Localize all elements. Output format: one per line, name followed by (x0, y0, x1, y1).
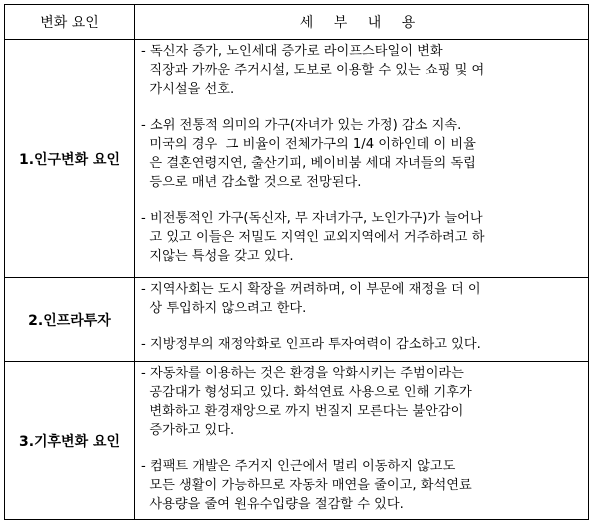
table-row (5, 40, 589, 278)
detail-cell (135, 278, 589, 362)
detail-item: - 컴팩트 개발은 주거지 인근에서 멀리 이동하지 않고도 모든 생활이 가능하므로 자동차 매연을 줄이고, 화석연료 사용량을 줄여 원유수입량을 절감할 수 있다. (141, 459, 472, 512)
detail-cell (135, 362, 589, 520)
detail-item: - 독신자 증가, 노인세대 증가로 라이프스타일이 변화 직장과 가까운 주거시설, 도보로 이용할 수 있는 쇼핑 및 여 가시설을 선호. (141, 44, 485, 97)
factor-cell: 1.인구변화 요인 (5, 40, 135, 278)
detail-item: - 비전통적인 가구(독신자, 무 자녀가구, 노인가구)가 늘어나 고 있고 이들은 저밀도 지역인 교외지역에서 거주하려고 하 지않는 특성을 갖고 있다. (141, 211, 485, 264)
detail-item: - 소위 전통적 의미의 가구(자녀가 있는 가정) 감소 지속. 미국의 경우 그 비율이 전체가구의 1/4 이하인데 이 비율 은 결혼연령지연, 출산기피, 베이비붐 세대 자녀들의 독립 등으로 매년 감소할 것으로 전망된다. (141, 118, 476, 190)
table-row (5, 278, 589, 362)
table-row (5, 362, 589, 520)
header-factor: 변화 요인 (5, 5, 135, 40)
detail-item: - 지방정부의 재정악화로 인프라 투자여력이 감소하고 있다. (141, 337, 481, 352)
urban-change-factors-table (4, 4, 589, 520)
factor-cell: 2.인프라투자 (5, 278, 135, 362)
detail-item: - 지역사회는 도시 확장을 꺼려하며, 이 부문에 재정을 더 이 상 투입하지 않으려고 한다. (141, 282, 481, 316)
header-detail: 세 부 내 용 (135, 5, 589, 40)
detail-cell (135, 40, 589, 278)
header-row (5, 5, 589, 40)
factor-cell: 3.기후변화 요인 (5, 362, 135, 520)
detail-item: - 자동차를 이용하는 것은 환경을 악화시키는 주범이라는 공감대가 형성되고 있다. 화석연료 사용으로 인해 기후가 변화하고 환경재앙으로 까지 번질지 모른다는 불안감이 증가하고 있다. (141, 366, 472, 438)
